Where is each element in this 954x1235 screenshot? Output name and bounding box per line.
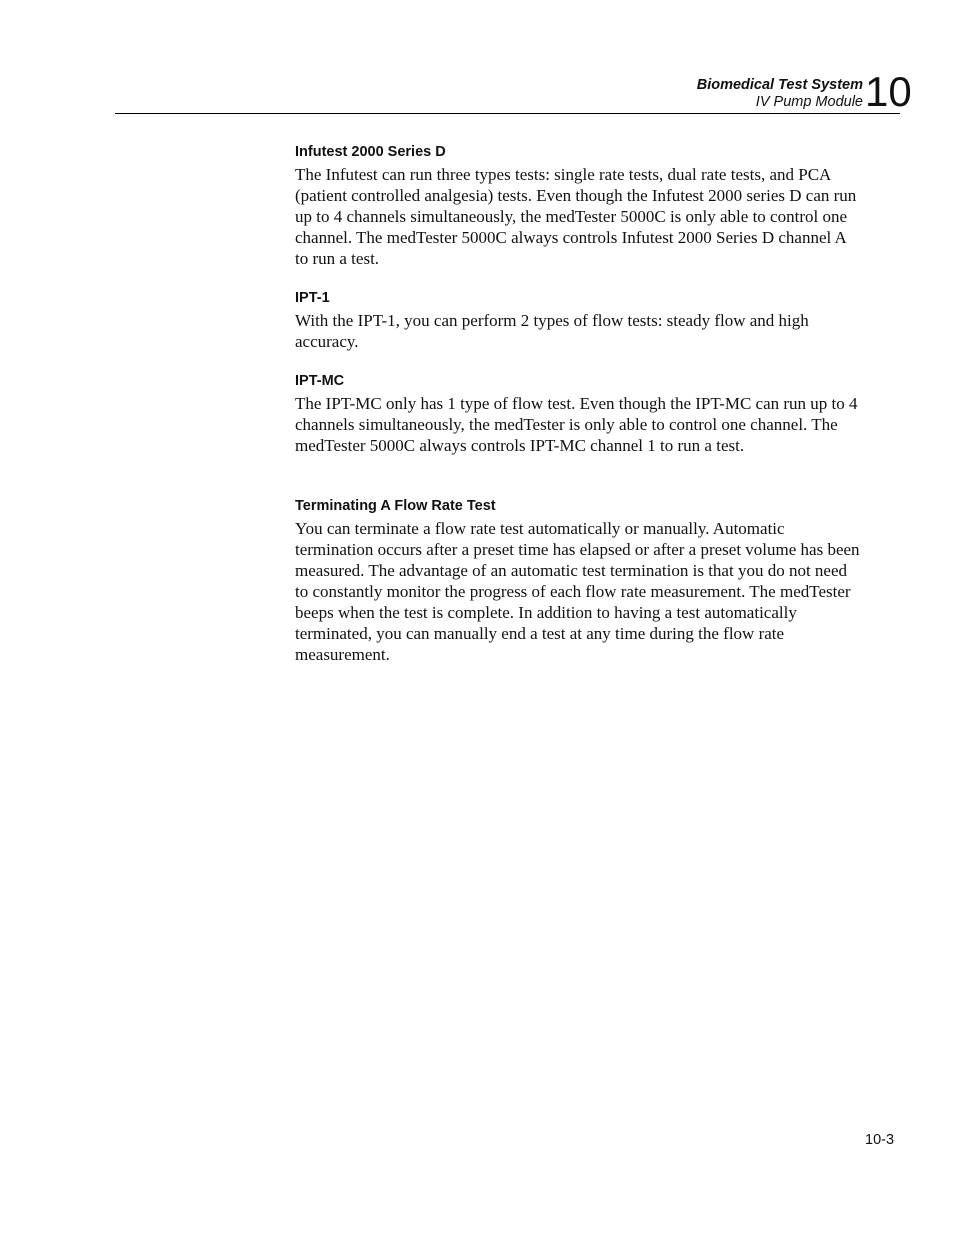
header-title: Biomedical Test System [696,77,863,93]
section-body: With the IPT-1, you can perform 2 types of flow tests: steady flow and high accuracy. [295,311,809,351]
section-infutest-2000 [295,143,861,269]
page-header [0,0,954,120]
chapter-number: 10 [865,68,912,115]
section-body: The IPT-MC only has 1 type of flow test. Even though the IPT-MC can run up to 4 channels simultaneously, the medTester is only able to control one channel. The medTester 5000C always controls IPT-MC channel 1 to run a test. [295,394,858,455]
section-ipt-mc [295,372,861,456]
header-divider [115,113,900,114]
section-body: The Infutest can run three types tests: single rate tests, dual rate tests, and PCA (patient controlled analgesia) tests. Even though the Infutest 2000 series D can run up to 4 channels simultaneously, the medTester 5000C is only able to control one channel. The medTester 5000C always controls Infutest 2000 Series D channel A to run a test. [295,165,857,268]
section-ipt-1 [295,289,861,352]
section-heading: Infutest 2000 Series D [295,144,446,160]
main-content [295,143,861,665]
section-body: You can terminate a flow rate test automatically or manually. Automatic termination occurs after a preset time has elapsed or after a preset volume has been measured. The advantage of an automatic test termination is that you do not need to constantly monitor the progress of each flow rate measurement. The medTester beeps when the test is complete. In addition to having a test automatically terminated, you can manually end a test at any time during the flow rate measurement. [295,519,860,664]
page-number: 10-3 [865,1132,895,1148]
section-terminating-flow-rate-test [295,497,861,665]
section-heading: IPT-1 [295,290,330,306]
header-titles [697,77,863,111]
header-subtitle: IV Pump Module [755,94,863,110]
section-heading: IPT-MC [295,373,345,389]
section-heading: Terminating A Flow Rate Test [295,498,496,514]
